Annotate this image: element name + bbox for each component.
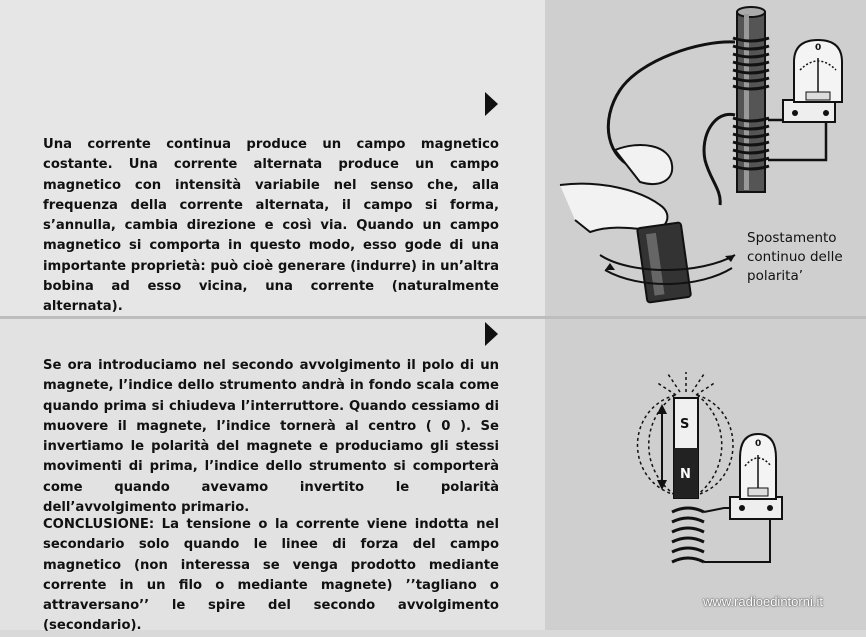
paragraph-alternating-current: Una corrente continua produce un campo magnetico costante. Una corrente alternata produce un campo magnetico con intensità variabile nel senso che, alla frequenza della corrente alternata, il campo si forma, s’annulla, cambia direzione e così via. Quando un campo magnetico si comporta in questo modo, esso gode di una importante proprietà: può cioè generare (indurre) in un’altra bobina ad esso vicina, una corrente (naturalmente alternata).	[43, 137, 499, 315]
magnet-south-label: S	[680, 417, 690, 432]
meter-zero-label: 0	[815, 43, 822, 53]
galvanometer-icon	[783, 40, 842, 122]
figure-caption	[747, 229, 857, 286]
meter-zero-label: 0	[755, 439, 762, 449]
paragraph-magnet-experiment: Se ora introduciamo nel secondo avvolgimento il polo di un magnete, l’indice dello strumento andrà in fondo scala come quando prima si chiudeva l’interruttore. Quando cessiamo di muovere il magnete, l’indice tornerà al centro ( 0 ). Se invertiamo le polarità del magnete e produciamo gli stessi movimenti di prima, l’indice dello strumento si comporterà come quando avevamo invertito le polarità dell’avvolgimento primario.	[43, 358, 499, 516]
caption-line: Spostamento	[747, 230, 837, 246]
site-watermark: www.radioedintorni.it	[703, 594, 823, 609]
caption-line: polarita’	[747, 268, 804, 284]
magnet-north-label: N	[680, 467, 691, 482]
conclusion-label: CONCLUSIONE:	[43, 517, 155, 532]
conclusion-text: La tensione o la corrente viene indotta nel secondario solo quando le linee di forza del campo magnetico (non interessa se venga prodotto mediante corrente in un filo o mediante magnete) ’’tagliano o attraversano’’ le spire del secondo avvolgimento (secondario).	[43, 517, 499, 634]
galvanometer-icon	[730, 434, 782, 519]
caption-line: continuo delle	[747, 249, 843, 265]
